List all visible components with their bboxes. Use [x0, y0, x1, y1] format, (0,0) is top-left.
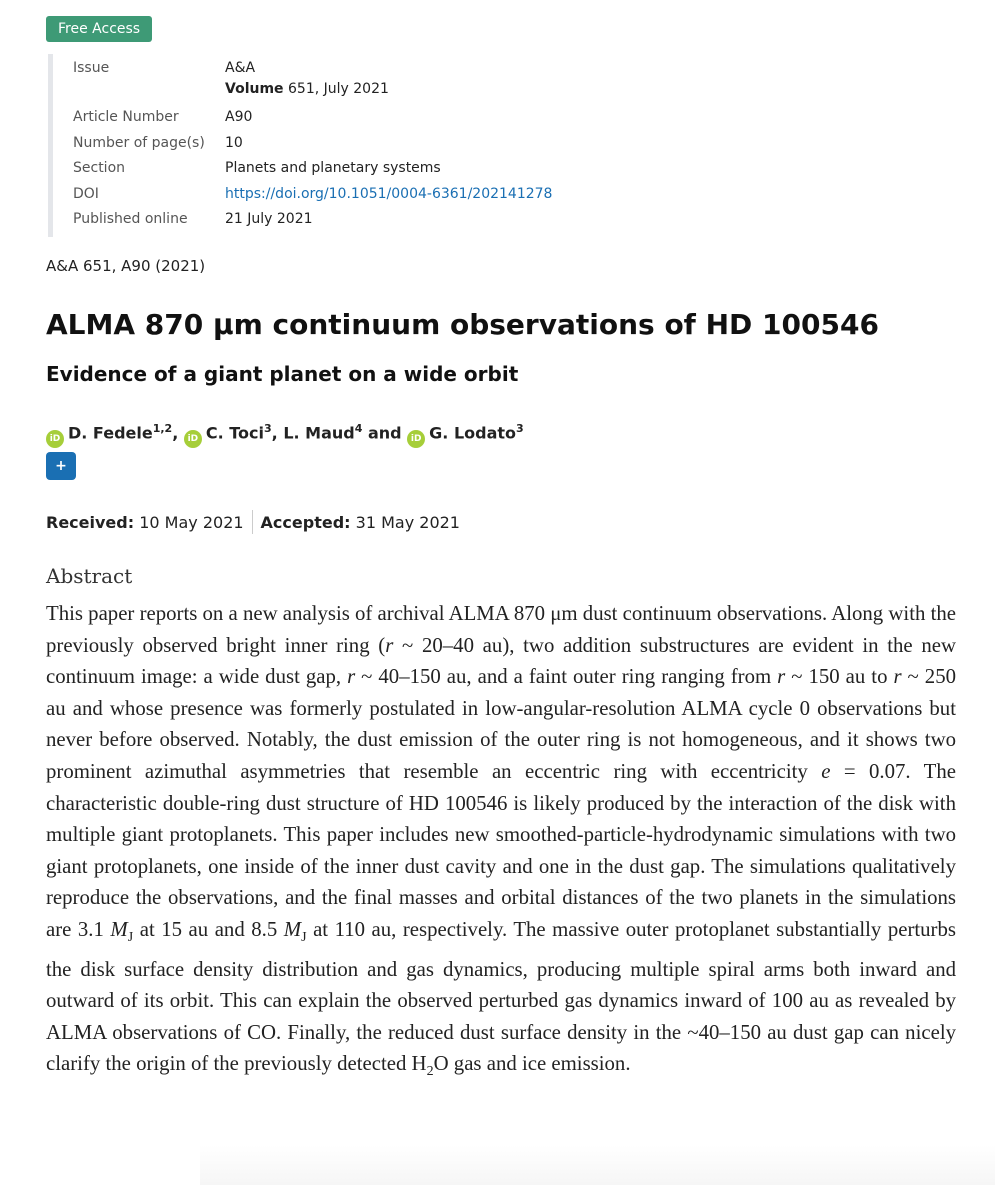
author-name[interactable]: C. Toci	[205, 423, 264, 443]
received-date: 10 May 2021	[139, 513, 244, 532]
article-dates	[46, 510, 460, 534]
author-affiliation: 3	[516, 422, 524, 435]
article-title: ALMA 870 μm continuum observations of HD 100546	[46, 308, 879, 341]
meta-issue-label: Issue	[73, 60, 110, 76]
abstract-text: This paper reports on a new analysis of archival ALMA 870 μm dust continuum observations. Along with the previously observed bright inner ring (r ~ 20–40 au), two addition substructures are evident in the new continuum image: a wide dust gap, r ~ 40–150 au, and a faint outer ring ranging from r ~ 150 au to r ~ 250 au and whose presence was formerly postulated in low-angular-resolution ALMA cycle 0 observations but never before observed. Notably, the dust emission of the outer ring is not homogeneous, and it shows two prominent azimuthal asymmetries that resemble an eccentric ring with eccentricity e = 0.07. The characteristic double-ring dust structure of HD 100546 is likely produced by the interaction of the disk with multiple giant protoplanets. This paper includes new smoothed-particle-hydrodynamic simulations with two giant protoplanets, one inside of the inner dust cavity and one in the dust gap. The simulations qualitatively reproduce the observations, and the final masses and orbital distances of the two planets in the simulations are 3.1 $M_J$ at 15 au and 8.5 $M_J$ at 110 au, respectively. The massive outer protoplanet substantially perturbs the disk surface density distribution and gas dynamics, producing multiple spiral arms both inward and outward of its orbit. This can explain the observed perturbed gas dynamics inward of 100 au as revealed by ALMA observations of CO. Finally, the reduced dust surface density in the ~40–150 au dust gap can nicely clarify the origin of the previously detected $H_2O$ gas and ice emission.	[46, 602, 956, 1080]
bottom-fade	[200, 1145, 995, 1185]
meta-published: 21 July 2021	[225, 211, 313, 227]
author-name[interactable]: D. Fedele	[68, 423, 153, 443]
article-metadata	[48, 54, 613, 237]
author-name[interactable]: G. Lodato	[429, 423, 517, 443]
meta-volume-value: 651, July 2021	[288, 81, 389, 97]
meta-article-number-label: Article Number	[73, 109, 179, 125]
abstract-heading: Abstract	[46, 564, 133, 588]
received-label: Received:	[46, 513, 135, 532]
accepted-label: Accepted:	[260, 513, 351, 532]
date-divider	[252, 510, 253, 534]
meta-volume-label: Volume	[225, 81, 284, 97]
meta-section-label: Section	[73, 160, 126, 176]
orcid-icon[interactable]: iD	[184, 430, 202, 448]
meta-doi-label: DOI	[73, 186, 99, 202]
accepted-date: 31 May 2021	[355, 513, 460, 532]
meta-pages-label: Number of page(s)	[73, 135, 205, 151]
author-list: iD D. Fedele$^{1,2}$, iD C. Toci$^3$, L. Maud$^4$ and iD G. Lodato$^3$	[46, 422, 524, 448]
meta-published-label: Published online	[73, 211, 188, 227]
meta-issue-journal: A&A	[225, 60, 256, 76]
orcid-icon[interactable]: iD	[46, 430, 64, 448]
meta-section: Planets and planetary systems	[225, 160, 441, 176]
author-affiliation: 3	[264, 422, 272, 435]
author-affiliation: 4	[354, 422, 363, 435]
author-name[interactable]: L. Maud	[283, 423, 355, 443]
article-subtitle: Evidence of a giant planet on a wide orbit	[46, 362, 519, 386]
author-affiliation: 1,2	[152, 422, 173, 435]
meta-article-number: A90	[225, 109, 253, 125]
citation: A&A 651, A90 (2021)	[46, 257, 206, 275]
free-access-badge: Free Access	[46, 16, 152, 42]
authors-joiner: and	[367, 423, 402, 443]
meta-pages: 10	[225, 135, 243, 151]
show-affiliations-button[interactable]: +	[46, 452, 76, 480]
doi-link[interactable]: https://doi.org/10.1051/0004-6361/202141278	[225, 186, 553, 202]
orcid-icon[interactable]: iD	[407, 430, 425, 448]
